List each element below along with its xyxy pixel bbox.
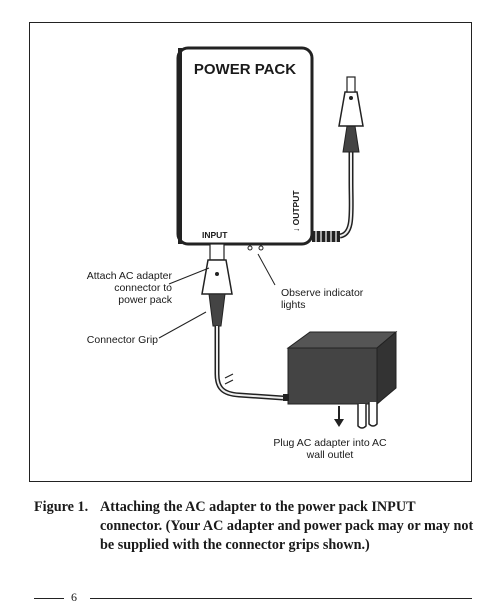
page-number: 6 [71, 590, 77, 604]
attach-label-line1: Attach AC adapter [86, 270, 172, 282]
attach-label-line2: connector to [114, 282, 172, 294]
power-pack-side [178, 48, 182, 244]
output-plug-tip [347, 77, 355, 92]
adapter-cable [217, 326, 283, 398]
input-plug-body [209, 294, 225, 326]
indicator-light [248, 246, 252, 250]
footer-rule-left [34, 598, 64, 599]
input-plug-tip [210, 244, 224, 260]
adapter-prong [358, 404, 366, 428]
footer-rule-right [90, 598, 472, 599]
ac-adapter-body [288, 348, 377, 404]
observe-label-line2: lights [281, 299, 306, 311]
observe-label-line1: Observe indicator [281, 287, 364, 299]
adapter-prong [369, 402, 377, 426]
connector-grip-bottom [202, 260, 232, 294]
plug-label-line1: Plug AC adapter into AC [273, 437, 387, 449]
caption-text: Attaching the AC adapter to the power pack INPUT connector. (Your AC adapter and power pack may or may not be supplied with the connector grips shown.) [100, 499, 474, 553]
input-label: INPUT [202, 230, 228, 240]
figure-number: Figure 1. [34, 499, 89, 515]
attach-label-line3: power pack [118, 294, 172, 306]
power-pack-illustration [29, 22, 472, 482]
grip-label: Connector Grip [86, 334, 158, 346]
power-pack-title: POWER PACK [193, 61, 297, 78]
output-label: ↓ OUTPUT [291, 190, 301, 232]
plug-label-line2: wall outlet [306, 449, 354, 461]
indicator-light [259, 246, 263, 250]
